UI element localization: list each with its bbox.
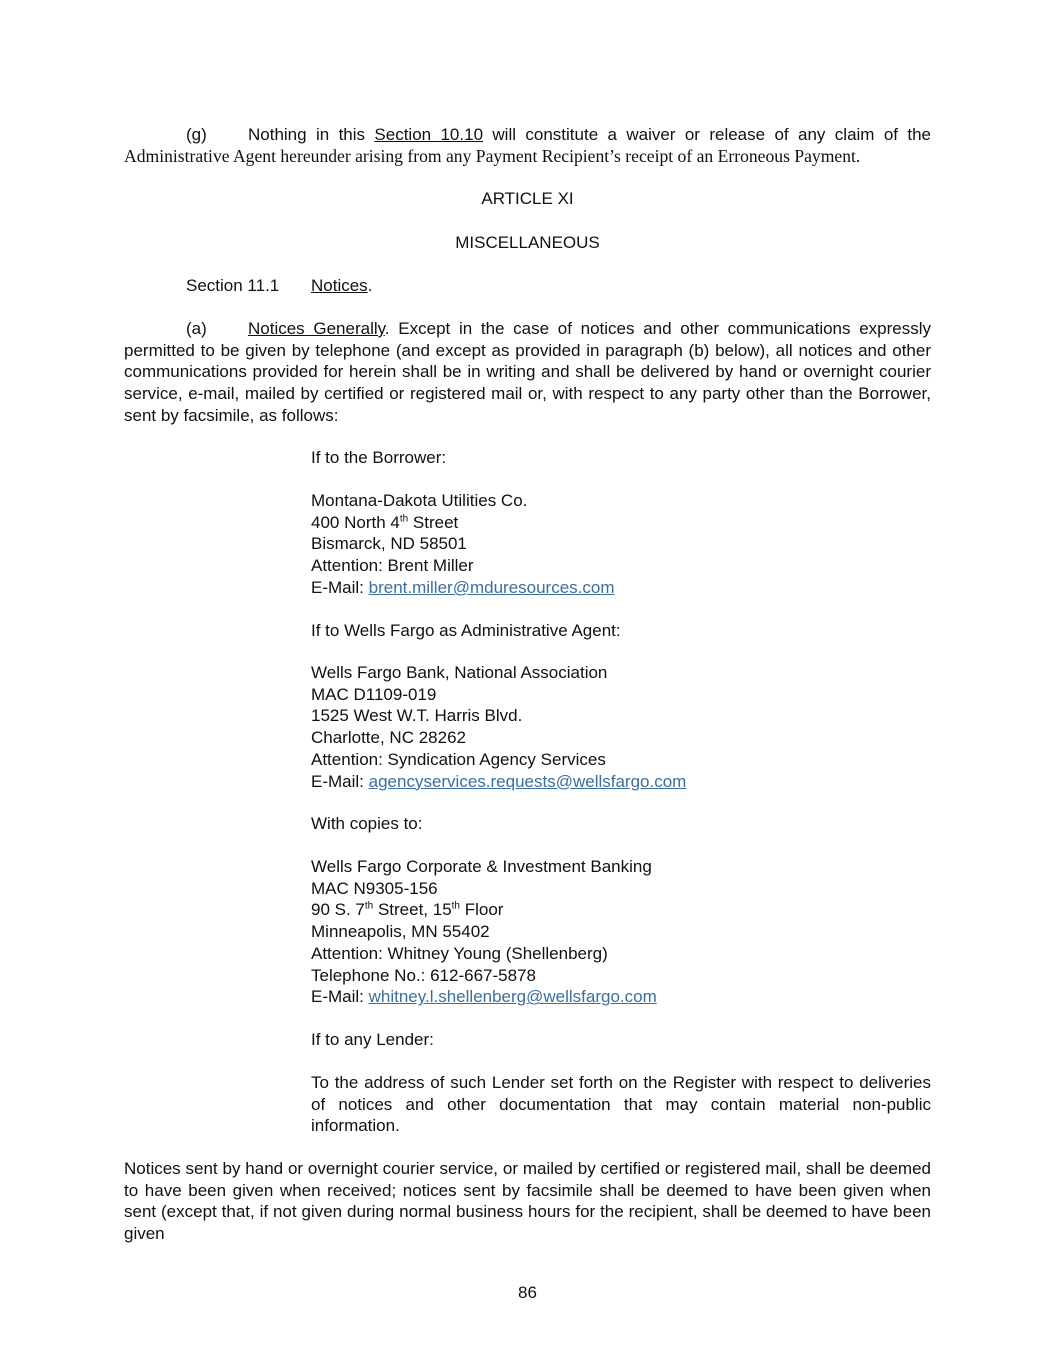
page-number: 86 bbox=[518, 1283, 537, 1302]
agent-attention: Attention: Syndication Agency Services bbox=[311, 749, 606, 769]
copies-intro: With copies to: bbox=[311, 814, 423, 833]
section-10-10-link[interactable]: Section 10.10 bbox=[374, 125, 484, 144]
notices-generally-heading: Notices Generally bbox=[248, 319, 385, 338]
copies-mac: MAC N9305-156 bbox=[311, 878, 438, 898]
closing-paragraph: Notices sent by hand or overnight courier service, or mailed by certified or registered mail, shall be deemed to have been given when received; notices sent by facsimile shall be deemed to have been given when sent (except that, if not given during normal business hours for the recipient, shall be deemed to have been given bbox=[124, 1159, 931, 1244]
copies-street: 90 S. 7th Street, 15th Floor bbox=[311, 900, 504, 920]
borrower-email-link[interactable]: brent.miller@mduresources.com bbox=[368, 577, 615, 597]
copies-email-link[interactable]: whitney.l.shellenberg@wellsfargo.com bbox=[368, 987, 657, 1007]
copies-company: Wells Fargo Corporate & Investment Banking bbox=[311, 857, 652, 876]
copies-address bbox=[311, 856, 931, 1008]
notices-generally-label: (a) bbox=[186, 319, 207, 338]
section-g-line-2: Administrative Agent hereunder arising from any Payment Recipient’s receipt of an Erroneous Payment. bbox=[124, 145, 861, 166]
copies-attention: Attention: Whitney Young (Shellenberg) bbox=[311, 943, 608, 963]
agent-street: 1525 West W.T. Harris Blvd. bbox=[311, 706, 523, 726]
borrower-address bbox=[311, 490, 931, 599]
section-number: Section 11.1 bbox=[186, 276, 280, 295]
borrower-street: 400 North 4th Street bbox=[311, 512, 459, 532]
agent-email-link[interactable]: agencyservices.requests@wellsfargo.com bbox=[368, 771, 687, 791]
notices-generally-paragraph bbox=[124, 318, 931, 427]
agent-intro: If to Wells Fargo as Administrative Agent: bbox=[311, 621, 621, 640]
agent-company: Wells Fargo Bank, National Association bbox=[311, 663, 608, 682]
borrower-city: Bismarck, ND 58501 bbox=[311, 534, 467, 554]
agent-email-row: E-Mail: agencyservices.requests@wellsfargo.com bbox=[311, 771, 687, 791]
lender-intro: If to any Lender: bbox=[311, 1030, 434, 1049]
section-g-paragraph: (g) Nothing in this Section 10.10 will constitute a waiver or release of any claim of the Administrative Agent hereunder arising from any Payment Recipient’s receipt of an Erroneous Payment. bbox=[124, 125, 932, 166]
section-g-label: (g) bbox=[186, 125, 207, 144]
section-heading: Section 11.1 Notices. bbox=[186, 276, 373, 295]
borrower-company: Montana-Dakota Utilities Co. bbox=[311, 491, 528, 510]
article-title: MISCELLANEOUS bbox=[455, 233, 600, 252]
agent-mac: MAC D1109-019 bbox=[311, 684, 437, 704]
notices-generally-text: . Except in the case of notices and other communications expressly permitted to be given by telephone (and except as provided in paragraph (b) below), all notices and other communications provided for herein shall be in writing and shall be delivered by hand or overnight courier service, e-mail, mailed by certified or registered mail or, with respect to any party other than the Borrower, sent by facsimile, as follows: bbox=[124, 319, 932, 425]
copies-telephone: Telephone No.: 612-667-5878 bbox=[311, 965, 536, 985]
borrower-email-row: E-Mail: brent.miller@mduresources.com bbox=[311, 577, 615, 597]
section-title: Notices bbox=[311, 276, 368, 295]
lender-text: To the address of such Lender set forth on the Register with respect to deliveries of notices and other documentation that may contain material non-public information. bbox=[311, 1073, 931, 1136]
copies-email-row: E-Mail: whitney.l.shellenberg@wellsfargo.com bbox=[311, 987, 657, 1007]
article-number: ARTICLE XI bbox=[481, 189, 574, 208]
agent-address bbox=[311, 662, 931, 792]
borrower-attention: Attention: Brent Miller bbox=[311, 556, 474, 576]
copies-city: Minneapolis, MN 55402 bbox=[311, 922, 490, 942]
borrower-intro: If to the Borrower: bbox=[311, 448, 447, 467]
agent-city: Charlotte, NC 28262 bbox=[311, 728, 466, 748]
